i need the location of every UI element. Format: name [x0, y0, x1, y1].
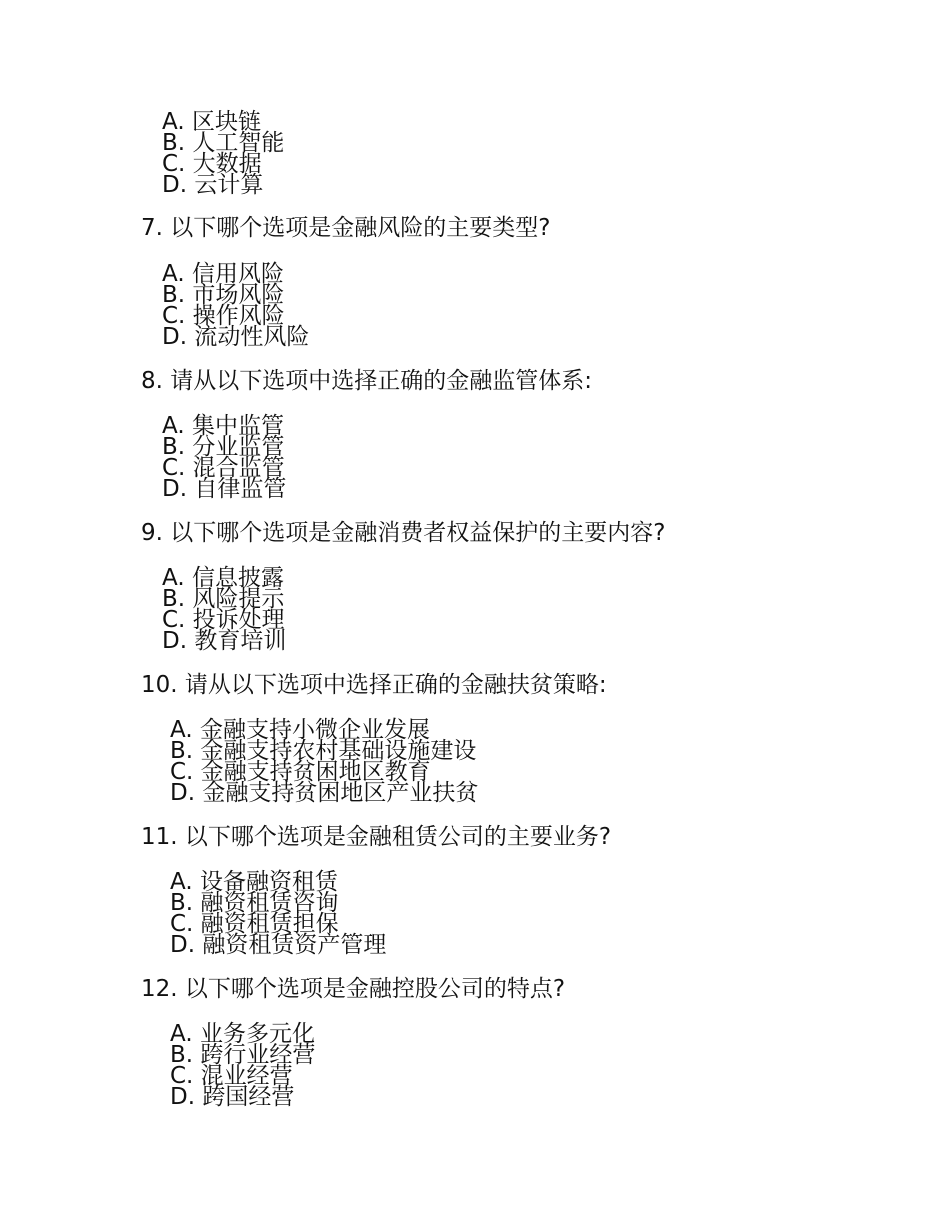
q9-option-a: A. 信息披露	[162, 565, 284, 591]
q6-option-c: C. 大数据	[162, 151, 262, 177]
q10-question: 10. 请从以下选项中选择正确的金融扶贫策略:	[141, 672, 607, 698]
q11-option-c: C. 融资租赁担保	[170, 911, 339, 937]
q10-option-a: A. 金融支持小微企业发展	[170, 717, 430, 743]
q6-option-b: B. 人工智能	[162, 130, 285, 156]
q7-option-d: D. 流动性风险	[162, 324, 310, 350]
q10-option-d: D. 金融支持贫困地区产业扶贫	[170, 780, 479, 806]
q6-option-d: D. 云计算	[162, 172, 264, 198]
q7-option-c: C. 操作风险	[162, 303, 285, 329]
q8-option-c: C. 混合监管	[162, 455, 285, 481]
q12-option-d: D. 跨国经营	[170, 1084, 295, 1110]
q11-option-a: A. 设备融资租赁	[170, 869, 338, 895]
q11-question: 11. 以下哪个选项是金融租赁公司的主要业务?	[141, 824, 612, 850]
q12-option-b: B. 跨行业经营	[170, 1042, 316, 1068]
q7-question: 7. 以下哪个选项是金融风险的主要类型?	[141, 215, 551, 241]
q10-option-c: C. 金融支持贫困地区教育	[170, 759, 431, 785]
q12-option-c: C. 混业经营	[170, 1063, 293, 1089]
q8-question: 8. 请从以下选项中选择正确的金融监管体系:	[141, 368, 593, 394]
q11-option-d: D. 融资租赁资产管理	[170, 932, 387, 958]
q9-option-d: D. 教育培训	[162, 628, 287, 654]
q6-option-a: A. 区块链	[162, 109, 261, 135]
q9-option-c: C. 投诉处理	[162, 607, 285, 633]
q7-option-b: B. 市场风险	[162, 282, 285, 308]
q7-option-a: A. 信用风险	[162, 261, 284, 287]
q10-option-b: B. 金融支持农村基础设施建设	[170, 738, 477, 764]
q12-option-a: A. 业务多元化	[170, 1021, 315, 1047]
q9-option-b: B. 风险提示	[162, 586, 285, 612]
q9-question: 9. 以下哪个选项是金融消费者权益保护的主要内容?	[141, 520, 666, 546]
q8-option-d: D. 自律监管	[162, 476, 287, 502]
q11-option-b: B. 融资租赁咨询	[170, 890, 339, 916]
q8-option-b: B. 分业监管	[162, 434, 285, 460]
q8-option-a: A. 集中监管	[162, 413, 284, 439]
q12-question: 12. 以下哪个选项是金融控股公司的特点?	[141, 976, 566, 1002]
